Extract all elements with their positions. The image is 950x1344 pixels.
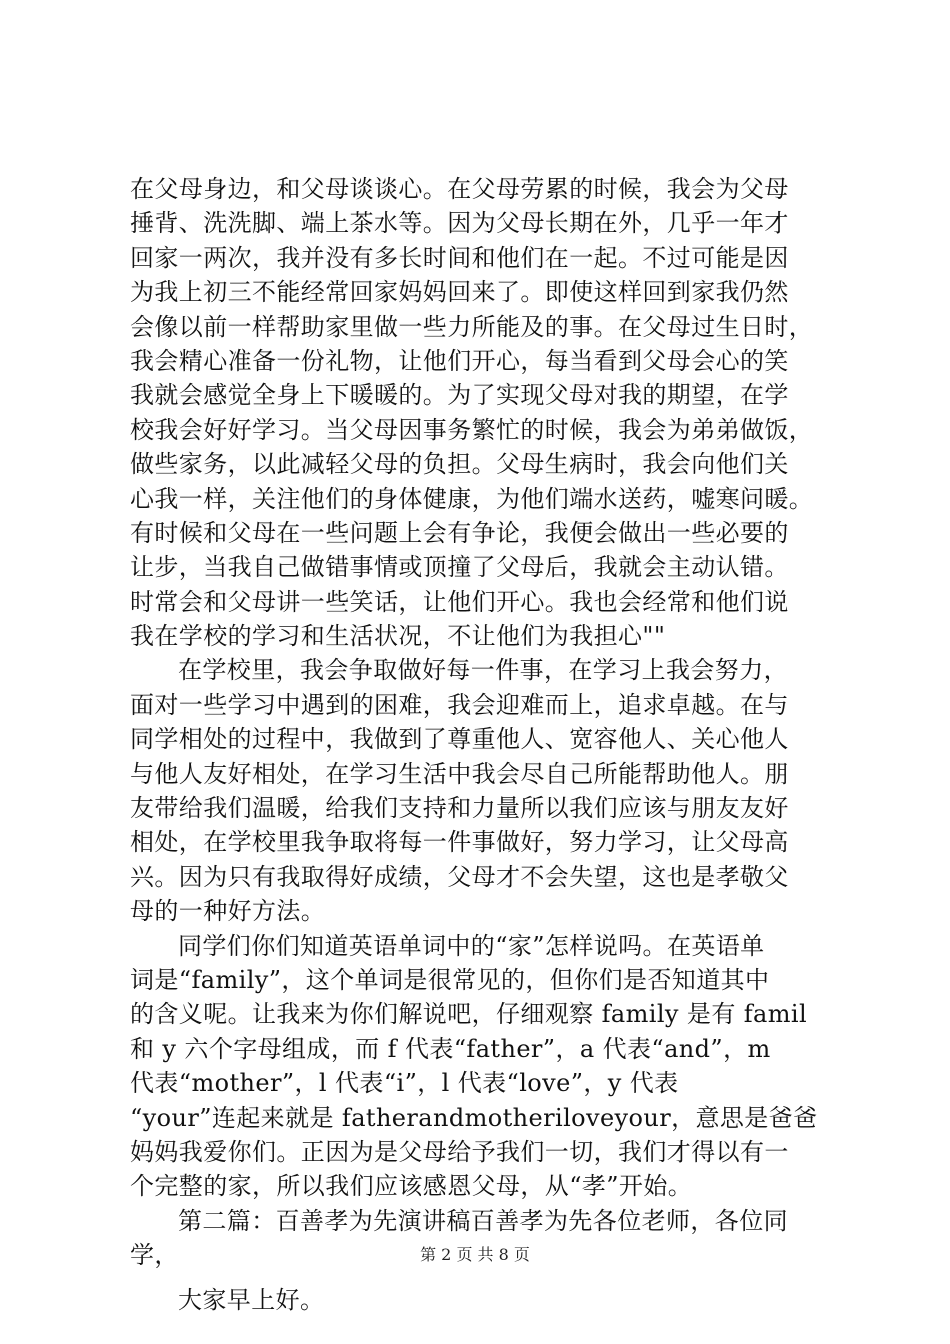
text-line: 捶背、洗洗脚、端上茶水等。因为父母长期在外，几乎一年才 [130, 209, 789, 238]
text-line: 母的一种好方法。 [130, 897, 326, 926]
text-line: 我在学校的学习和生活状况，不让他们为我担心"" [130, 622, 666, 651]
text-line: 友带给我们温暖，给我们支持和力量所以我们应该与朋友友好 [130, 794, 789, 823]
text-line: 妈妈我爱你们。正因为是父母给予我们一切，我们才得以有一 [130, 1137, 789, 1166]
text-line: 代表“mother”，l 代表“i”，l 代表“love”，y 代表 [130, 1069, 679, 1098]
text-line: 我就会感觉全身上下暖暖的。为了实现父母对我的期望，在学 [130, 381, 789, 410]
document-body [130, 172, 845, 1317]
section-heading: 第二篇：百善孝为先演讲稿百善孝为先各位老师，各位同 [178, 1206, 788, 1235]
paragraph-first-line: 在学校里，我会争取做好每一件事，在学习上我会努力， [178, 656, 788, 685]
paragraph-first-line: 同学们你们知道英语单词中的“家”怎样说吗。在英语单 [178, 931, 765, 960]
text-line: 做些家务，以此减轻父母的负担。父母生病时，我会向他们关 [130, 450, 789, 479]
text-line: 心我一样，关注他们的身体健康，为他们端水送药，嘘寒问暖。 [130, 484, 814, 513]
text-line: 会像以前一样帮助家里做一些力所能及的事。在父母过生日时， [130, 312, 814, 341]
page-footer [0, 1245, 950, 1265]
text-line: 学， [130, 1241, 179, 1270]
text-line: 的含义呢。让我来为你们解说吧，仔细观察 family 是有 famil [130, 1000, 808, 1029]
page-number: 第 2 页 共 8 页 [420, 1245, 530, 1264]
text-line: 让步，当我自己做错事情或顶撞了父母后，我就会主动认错。 [130, 553, 789, 582]
text-line: 回家一两次，我并没有多长时间和他们在一起。不过可能是因 [130, 243, 789, 272]
text-line: 有时候和父母在一些问题上会有争论，我便会做出一些必要的 [130, 518, 789, 547]
text-line: 同学相处的过程中，我做到了尊重他人、宽容他人、关心他人 [130, 725, 789, 754]
text-line: 相处，在学校里我争取将每一件事做好，努力学习，让父母高 [130, 828, 789, 857]
text-line: 校我会好好学习。当父母因事务繁忙的时候，我会为弟弟做饭， [130, 415, 814, 444]
text-line: 兴。因为只有我取得好成绩，父母才不会失望，这也是孝敬父 [130, 862, 789, 891]
text-line: 个完整的家，所以我们应该感恩父母，从“孝”开始。 [130, 1172, 693, 1201]
greeting-line: 大家早上好。 [178, 1285, 325, 1314]
text-line: 我会精心准备一份礼物，让他们开心，每当看到父母会心的笑 [130, 346, 789, 375]
text-line: “your”连起来就是 fatherandmotheriloveyour，意思是爸爸 [130, 1103, 818, 1132]
text-line: 和 y 六个字母组成，而 f 代表“father”，a 代表“and”，m [130, 1034, 771, 1063]
text-line: 为我上初三不能经常回家妈妈回来了。即使这样回到家我仍然 [130, 278, 789, 307]
line-gap [130, 1273, 845, 1283]
text-line: 与他人友好相处，在学习生活中我会尽自己所能帮助他人。朋 [130, 759, 789, 788]
text-line: 时常会和父母讲一些笑话，让他们开心。我也会经常和他们说 [130, 587, 789, 616]
text-line: 面对一些学习中遇到的困难，我会迎难而上，追求卓越。在与 [130, 690, 789, 719]
text-line: 在父母身边，和父母谈谈心。在父母劳累的时候，我会为父母 [130, 175, 789, 203]
text-line: 词是“family”，这个单词是很常见的，但你们是否知道其中 [130, 965, 770, 994]
